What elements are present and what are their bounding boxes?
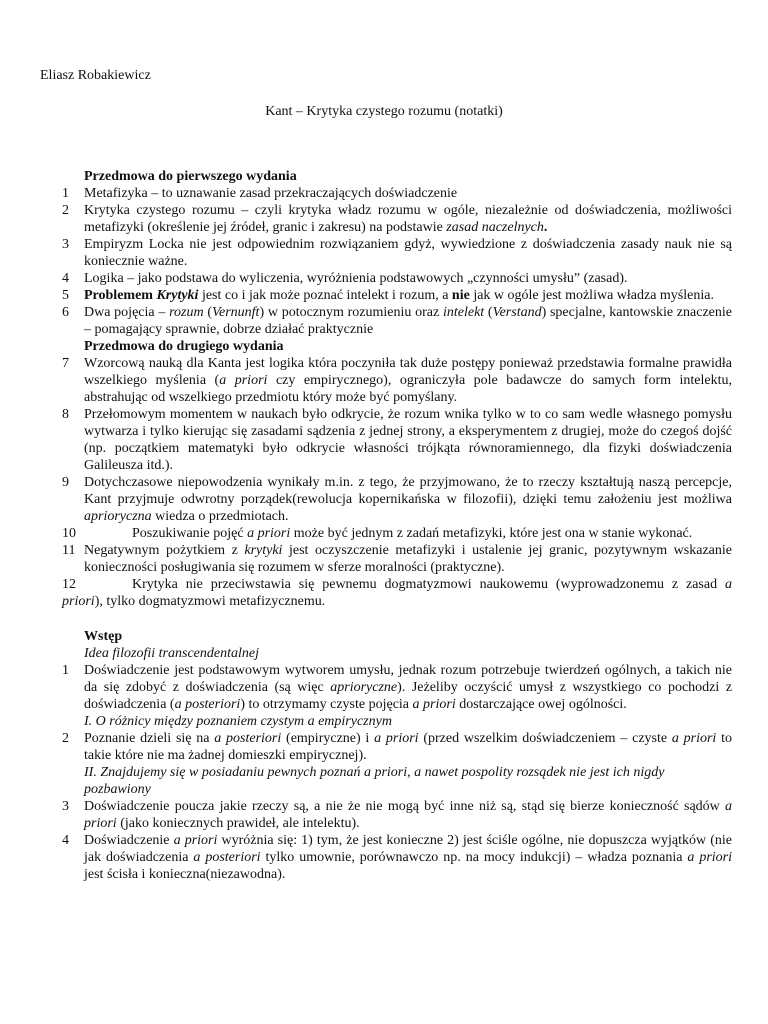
item-text-italic: a priori	[219, 373, 268, 388]
list-item	[62, 730, 732, 764]
item-number: 10	[62, 526, 76, 541]
item-text-italic: aprioryczna	[84, 509, 152, 524]
item-number: 2	[62, 731, 69, 746]
item-text: ) to otrzymamy czyste pojęcia	[240, 697, 413, 712]
item-text: czy empirycznego), ograniczyła pole badawcze do samych form intelektu, abstrahując od wszelkiego przedmiotu który może być pomyślany.	[84, 373, 732, 405]
item-text-italic: a priori	[374, 731, 419, 746]
item-text-italic: a priori	[687, 850, 732, 865]
item-number: 8	[62, 407, 69, 422]
item-number: 2	[62, 203, 69, 218]
item-text-italic: a priori	[173, 833, 218, 848]
section-subheading: Idea filozofii transcendentalnej	[84, 646, 259, 661]
item-text: Dotychczasowe niepowodzenia wynikały m.in. z tego, że przyjmowano, że to rzeczy kształtują naszą percepcje, Kant przyjmuje odwrotny porządek(rewolucja kopernikańska w filozofii), dzięki temu założeniu jest możliwa	[84, 475, 732, 507]
list-item	[62, 474, 732, 525]
item-text: (jako koniecznych prawideł, ale intelektu).	[116, 816, 360, 831]
item-text-bold-italic: Krytyki	[156, 288, 199, 303]
item-number: 1	[62, 186, 69, 201]
item-text: .	[543, 220, 548, 235]
item-number: 6	[62, 305, 69, 320]
item-text-italic: a priori	[671, 731, 717, 746]
item-text: jak w ogóle jest możliwa władza myślenia.	[469, 288, 714, 303]
author-name: Eliasz Robakiewicz	[40, 68, 151, 83]
list-item	[62, 832, 732, 883]
item-text: Krytyka czystego rozumu – czyli krytyka władz rozumu w ogóle, niezależnie od doświadczenia, możliwości metafizyki (określenie jej źródeł, granic i zakresu) na podstawie	[84, 203, 732, 235]
item-text: jest ścisła i konieczna(niezawodna).	[84, 867, 286, 882]
list-item	[62, 576, 732, 610]
list-item	[62, 355, 732, 406]
item-number: 11	[62, 543, 76, 558]
section-subheading: I. O różnicy między poznaniem czystym a empirycznym	[84, 714, 392, 729]
item-text: wiedza o przedmiotach.	[151, 509, 289, 524]
list-item	[62, 406, 732, 474]
document-title: Kant – Krytyka czystego rozumu (notatki)	[265, 104, 503, 119]
list-item	[62, 236, 732, 270]
item-text: Krytyka nie przeciwstawia się pewnemu dogmatyzmowi naukowemu (wyprowadzonemu z zasad	[132, 577, 725, 592]
item-number: 5	[62, 288, 69, 303]
item-text-italic: a posteriori	[174, 697, 241, 712]
list-item	[62, 304, 732, 338]
item-text-italic: a priori	[247, 526, 291, 541]
item-text: Dwa pojęcia –	[84, 305, 170, 320]
item-text: (	[203, 305, 212, 320]
list-item	[62, 662, 732, 713]
list-item	[62, 287, 732, 304]
item-text: wyróżnia się: 1) tym, że jest konieczne 2) jest ściśle ogólne, nie dopuszcza wyjątków (nie jak doświadczenia	[84, 833, 732, 865]
item-text: Doświadczenie jest podstawowym wytworem umysłu, jednak rozum potrzebuje twierdzeń ogólnych, a takich nie da się zdobyć z doświadczenia (są więc	[84, 663, 732, 695]
item-text-bold: nie	[451, 288, 470, 303]
item-text-italic: intelekt	[442, 305, 485, 320]
section-heading: Przedmowa do pierwszego wydania	[84, 169, 297, 184]
item-number: 1	[62, 663, 69, 678]
list-item	[62, 185, 732, 202]
item-number: 12	[62, 577, 76, 592]
document-body	[62, 168, 732, 883]
section-subheading: II. Znajdujemy się w posiadaniu pewnych poznań a priori, a nawet pospolity rozsądek nie jest ich nigdy pozbawiony	[84, 765, 665, 797]
item-text: tylko umownie, porównawczo np. na mocy indukcji) – władza poznania	[260, 850, 688, 865]
item-text: Poszukiwanie pojęć	[132, 526, 248, 541]
item-text: (	[484, 305, 493, 320]
item-text: Doświadczenie	[84, 833, 174, 848]
item-text-italic: zasad naczelnych	[446, 220, 544, 235]
item-number: 9	[62, 475, 69, 490]
item-text-italic: a posteriori	[193, 850, 261, 865]
item-text: Doświadczenie poucza jakie rzeczy są, a nie że nie mogą być inne niż są, stąd się bierze konieczność sądów	[84, 799, 725, 814]
list-item	[62, 202, 732, 236]
list-item	[62, 798, 732, 832]
item-text: ). Jeżeliby oczyścić umysł z wszystkiego co pochodzi z doświadczenia (	[84, 680, 732, 712]
item-text: Poznanie dzieli się na	[84, 731, 215, 746]
list-item	[62, 542, 732, 576]
item-text: (empiryczne) i	[281, 731, 375, 746]
list-item	[62, 525, 732, 542]
item-text: (przed wszelkim doświadczeniem – czyste	[418, 731, 672, 746]
item-text: może być jednym z zadań metafizyki, które jest ona w stanie wykonać.	[290, 526, 693, 541]
item-text: Metafizyka – to uznawanie zasad przekraczających doświadczenie	[84, 186, 458, 201]
item-text-italic: a priori	[62, 577, 732, 609]
item-text-italic: rozum	[169, 305, 204, 320]
item-text: to takie które nie ma żadnej domieszki empirycznej).	[84, 731, 732, 763]
item-text-bold: Problemem	[84, 288, 157, 303]
item-text-italic: a priori	[84, 799, 732, 831]
item-text-italic: krytyki	[244, 543, 283, 558]
item-text: Wzorcową nauką dla Kanta jest logika która poczyniła tak duże postępy ponieważ przedstawia formalne prawidła wszelkiego myślenia (	[84, 356, 732, 388]
item-text-italic: Verstand	[492, 305, 542, 320]
item-text-italic: a priori	[412, 697, 456, 712]
item-text: Negatywnym pożytkiem z	[84, 543, 245, 558]
item-text-italic: aprioryczne	[330, 680, 398, 695]
item-number: 7	[62, 356, 69, 371]
item-text: ) w potocznym rozumieniu oraz	[259, 305, 443, 320]
item-text: ), tylko dogmatyzmowi metafizycznemu.	[94, 594, 326, 609]
item-number: 3	[62, 799, 69, 814]
item-text: jest oczyszczenie metafizyki i ustalenie jej granic, pozytywnym wskazanie konieczności posługiwania się rozumem w sferze moralności (praktyczne).	[84, 543, 732, 575]
list-item	[62, 270, 732, 287]
item-number: 3	[62, 237, 69, 252]
item-text: Empiryzm Locka nie jest odpowiednim rozwiązaniem gdyż, wywiedzione z doświadczenia zasady nauk nie są koniecznie ważne.	[84, 237, 732, 269]
item-number: 4	[62, 271, 69, 286]
item-text: jest co i jak może poznać intelekt i rozum, a	[198, 288, 452, 303]
item-text: ) specjalne, kantowskie znaczenie – pomagający sprawnie, dobrze działać praktycznie	[84, 305, 732, 337]
item-text-italic: a posteriori	[214, 731, 282, 746]
item-text: Przełomowym momentem w naukach było odkrycie, że rozum wnika tylko w to co sam wedle własnego pomysłu wytwarza i tylko kierując się zasadami sądzenia z jednej strony, a eksperymentem z drugiej, może do czegoś dojść (np. początkiem matematyki było odkrycie własności trójkąta równoramiennego, dla fizyki doświadczenia Galileusza itd.).	[84, 407, 732, 473]
item-text: dostarczające owej ogólności.	[455, 697, 627, 712]
item-text: Logika – jako podstawa do wyliczenia, wyróżnienia podstawowych „czynności umysłu” (zasad).	[84, 271, 628, 286]
item-number: 4	[62, 833, 69, 848]
item-text-italic: Vernunft	[211, 305, 260, 320]
section-heading: Wstęp	[84, 629, 123, 644]
section-heading: Przedmowa do drugiego wydania	[84, 339, 284, 354]
